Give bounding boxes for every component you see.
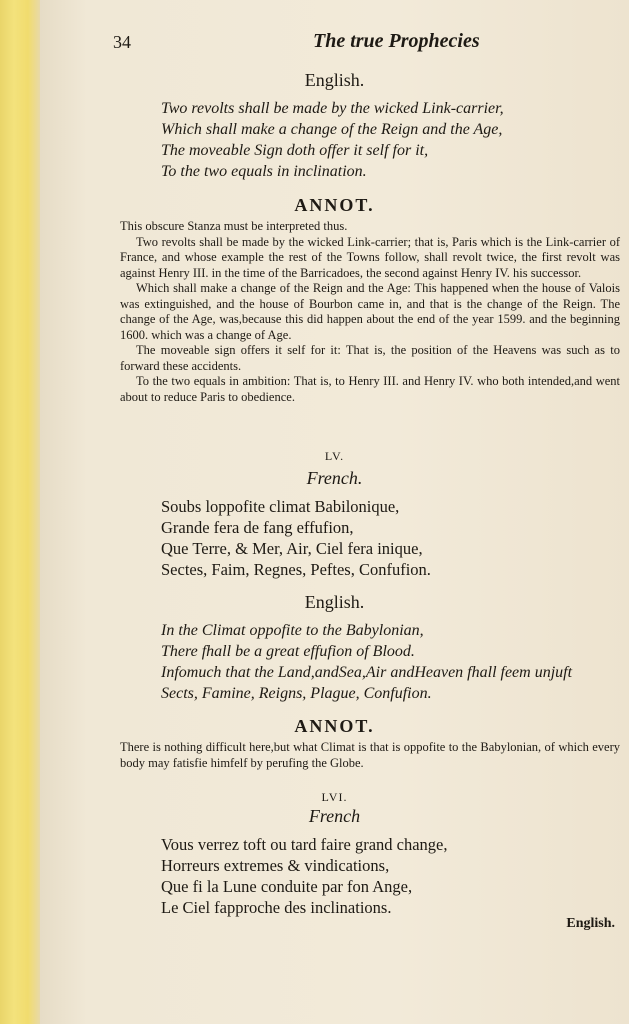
annot-paragraph: Which shall make a change of the Reign and the Age: This happened when the house of Valois was extinguished, and the house of Bourbon came in, and that is the change of the Reign. The change of the Age, was,because this did happen about the end of the year 1599. and the beginning 1600. which was a change of Age. — [120, 281, 620, 342]
quatrain-number-55: LV. — [324, 449, 345, 463]
annot-text-1 — [120, 219, 620, 405]
verse-english-55 — [161, 620, 572, 704]
verse-line: There fhall be a great effufion of Blood. — [161, 643, 415, 660]
running-title: The true Prophecies — [313, 30, 480, 52]
verse-line: Vous verrez toft ou tard faire grand change, — [161, 835, 448, 854]
annot-paragraph: This obscure Stanza must be interpreted thus. — [120, 219, 348, 233]
book-page — [40, 0, 629, 1024]
page-gilt-edge — [0, 0, 40, 1024]
verse-french-55 — [161, 496, 431, 580]
heading-english-55: English. — [304, 592, 365, 612]
catchword: English. — [566, 916, 615, 931]
heading-english-1: English. — [304, 70, 365, 90]
verse-line: Que fi la Lune conduite par fon Ange, — [161, 877, 413, 896]
heading-french-56: French — [308, 806, 361, 826]
verse-line: To the two equals in inclination. — [161, 163, 367, 180]
running-head — [113, 30, 609, 56]
verse-line: Infomuch that the Land,andSea,Air andHeaven fhall feem unjuft — [161, 664, 573, 681]
annot-paragraph: The moveable sign offers it self for it: That is, the position of the Heavens was such as to forward these accidents. — [120, 343, 620, 373]
verse-line: Horreurs extremes & vindications, — [161, 856, 390, 875]
annot-heading-1: ANNOT. — [294, 195, 375, 215]
annot-paragraph: To the two equals in ambition: That is, to Henry III. and Henry IV. who both intended,and went about to reduce Paris to obedience. — [120, 374, 620, 404]
annot-text-55 — [120, 740, 620, 771]
verse-line: Sectes, Faim, Regnes, Peftes, Confufion. — [161, 560, 431, 579]
heading-french-55: French. — [306, 468, 363, 488]
verse-line: Grande fera de fang effufion, — [161, 518, 354, 537]
verse-french-56 — [161, 834, 448, 918]
verse-line: Which shall make a change of the Reign and the Age, — [161, 121, 503, 138]
annot-paragraph: There is nothing difficult here,but what Climat is that is oppofite to the Babylonian, of which every body may fatisfie himfelf by perufing the Globe. — [120, 740, 620, 770]
annot-paragraph: Two revolts shall be made by the wicked Link-carrier; that is, Paris which is the Link-carrier of France, and whose example the rest of the Towns follow, shall revolt twice, the first revolt was against Henry III. in the time of the Barricadoes, the second against Henry IV. his successor. — [120, 234, 620, 280]
verse-line: Le Ciel fapproche des inclinations. — [161, 898, 392, 917]
verse-english-1 — [161, 98, 504, 182]
annot-heading-55: ANNOT. — [294, 716, 375, 736]
verse-line: Que Terre, & Mer, Air, Ciel fera inique, — [161, 539, 423, 558]
verse-line: Sects, Famine, Reigns, Plague, Confufion. — [161, 685, 432, 702]
verse-line: In the Climat oppofite to the Babylonian, — [161, 622, 424, 639]
quatrain-number-56: LVI. — [321, 790, 348, 804]
page-number: 34 — [113, 32, 131, 52]
verse-line: Two revolts shall be made by the wicked Link-carrier, — [161, 100, 504, 117]
verse-line: Soubs loppofite climat Babilonique, — [161, 497, 400, 516]
verse-line: The moveable Sign doth offer it self for it, — [161, 142, 429, 159]
